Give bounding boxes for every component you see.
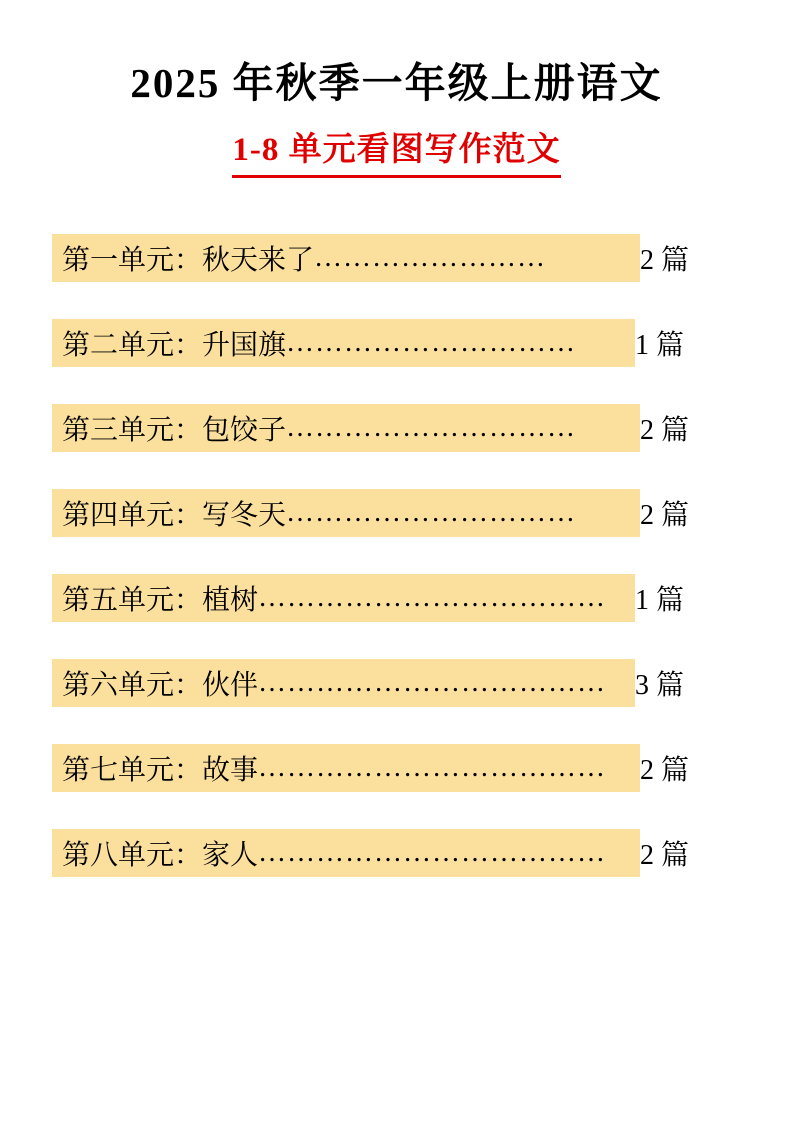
- toc-row: [52, 574, 741, 622]
- toc-highlight: [52, 319, 635, 367]
- toc-row: [52, 319, 741, 367]
- page-title: 2025 年秋季一年级上册语文: [130, 60, 663, 106]
- toc-row: [52, 744, 741, 792]
- toc-leader-dots: ………………………………: [258, 667, 607, 699]
- toc-unit-label: 第七单元：故事: [62, 755, 259, 787]
- toc-row: [52, 234, 741, 282]
- toc-row: [52, 829, 741, 877]
- table-of-contents: [0, 234, 793, 877]
- toc-unit-label: 第二单元：升国旗: [62, 330, 287, 362]
- toc-leader-dots: …………………………: [286, 412, 577, 444]
- toc-count: 1 篇: [635, 330, 685, 362]
- toc-count: 2 篇: [640, 840, 690, 872]
- toc-highlight: [52, 829, 640, 877]
- toc-count: 2 篇: [640, 245, 690, 277]
- toc-unit-label: 第三单元：包饺子: [62, 415, 287, 447]
- toc-unit-label: 第六单元：伙伴: [62, 670, 259, 702]
- toc-unit-label: 第一单元：秋天来了: [62, 245, 315, 277]
- toc-leader-dots: ……………………: [314, 242, 547, 274]
- toc-leader-dots: ………………………………: [258, 752, 607, 784]
- toc-unit-label: 第五单元：植树: [62, 585, 259, 617]
- toc-highlight: [52, 404, 640, 452]
- page-subtitle: 1-8 单元看图写作范文: [232, 129, 560, 178]
- toc-unit-label: 第八单元：家人: [62, 840, 259, 872]
- toc-count: 2 篇: [640, 500, 690, 532]
- toc-row: [52, 404, 741, 452]
- toc-row: [52, 489, 741, 537]
- toc-highlight: [52, 744, 640, 792]
- toc-count: 2 篇: [640, 755, 690, 787]
- toc-unit-label: 第四单元：写冬天: [62, 500, 287, 532]
- toc-row: [52, 659, 741, 707]
- toc-count: 3 篇: [635, 670, 685, 702]
- toc-leader-dots: ………………………………: [258, 582, 607, 614]
- toc-count: 1 篇: [635, 585, 685, 617]
- toc-highlight: [52, 234, 640, 282]
- toc-highlight: [52, 489, 640, 537]
- toc-leader-dots: …………………………: [286, 327, 577, 359]
- toc-highlight: [52, 659, 635, 707]
- page-subtitle-container: [0, 129, 793, 178]
- toc-highlight: [52, 574, 635, 622]
- toc-leader-dots: ………………………………: [258, 837, 607, 869]
- toc-count: 2 篇: [640, 415, 690, 447]
- toc-leader-dots: …………………………: [286, 497, 577, 529]
